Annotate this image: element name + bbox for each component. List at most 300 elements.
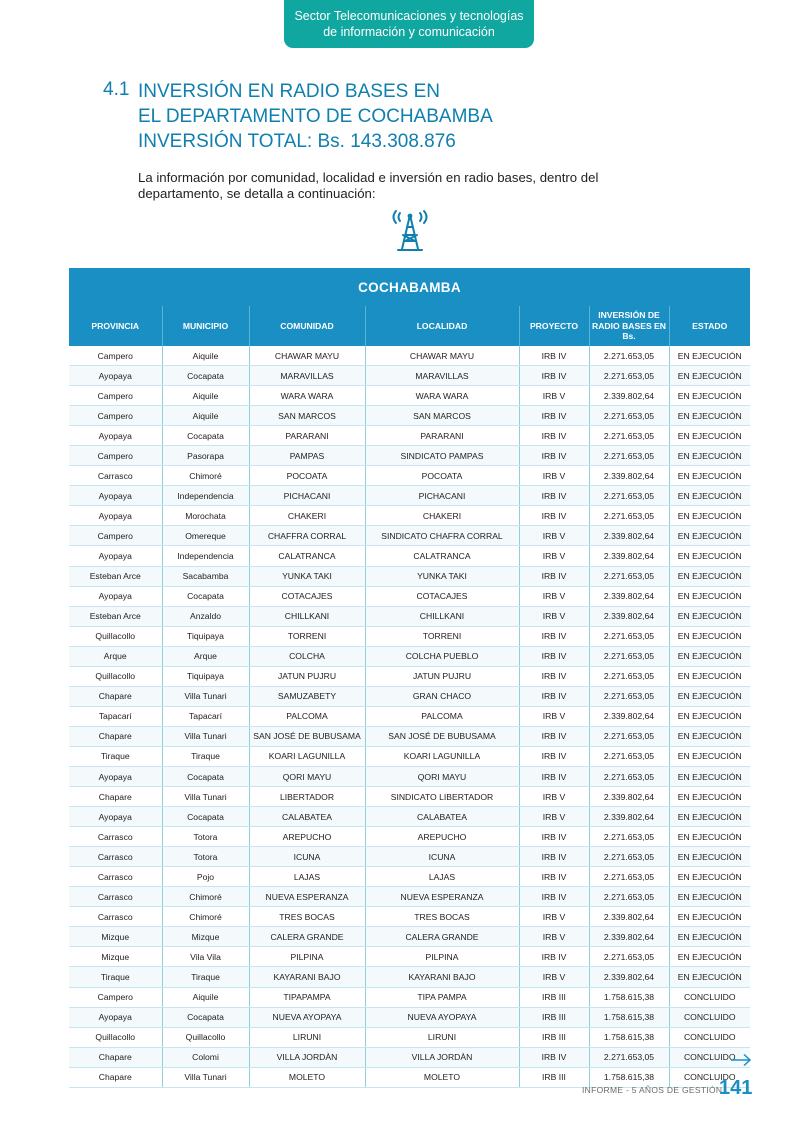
table-row: [69, 566, 750, 586]
table-cell: CONCLUIDO: [669, 987, 750, 1007]
table-cell: NUEVA AYOPAYA: [249, 1007, 365, 1027]
radio-tower-icon: [388, 209, 432, 253]
table-cell: 2.271.653,05: [589, 366, 669, 386]
table-cell: WARA WARA: [249, 386, 365, 406]
table-cell: EN EJECUCIÓN: [669, 706, 750, 726]
table-row: [69, 887, 750, 907]
table-cell: IRB IV: [519, 686, 589, 706]
table-cell: COTACAJES: [249, 586, 365, 606]
table-cell: Quillacollo: [162, 1027, 249, 1047]
table-cell: 2.271.653,05: [589, 827, 669, 847]
table-cell: Tapacarí: [69, 706, 162, 726]
table-cell: Campero: [69, 446, 162, 466]
table-cell: Cocapata: [162, 1007, 249, 1027]
table-cell: EN EJECUCIÓN: [669, 386, 750, 406]
table-cell: EN EJECUCIÓN: [669, 586, 750, 606]
table-cell: Chapare: [69, 686, 162, 706]
table-cell: 2.339.802,64: [589, 386, 669, 406]
table-cell: Chimoré: [162, 907, 249, 927]
table-cell: EN EJECUCIÓN: [669, 566, 750, 586]
table-cell: Chapare: [69, 787, 162, 807]
table-cell: IRB IV: [519, 406, 589, 426]
table-cell: LAJAS: [365, 867, 519, 887]
table-header-row: [69, 306, 750, 346]
table-cell: EN EJECUCIÓN: [669, 726, 750, 746]
table-row: [69, 726, 750, 746]
table-cell: Totora: [162, 827, 249, 847]
table-row: [69, 406, 750, 426]
table-cell: Carrasco: [69, 827, 162, 847]
table-cell: MOLETO: [249, 1067, 365, 1087]
table-row: [69, 486, 750, 506]
table-cell: 1.758.615,38: [589, 1067, 669, 1087]
table-cell: MARAVILLAS: [365, 366, 519, 386]
table-cell: EN EJECUCIÓN: [669, 827, 750, 847]
table-cell: Ayopaya: [69, 426, 162, 446]
table-cell: TIPAPAMPA: [249, 987, 365, 1007]
table-title: COCHABAMBA: [69, 268, 750, 306]
table-cell: KAYARANI BAJO: [365, 967, 519, 987]
table-cell: EN EJECUCIÓN: [669, 446, 750, 466]
table-row: [69, 586, 750, 606]
header-tab-line2: de información y comunicación: [323, 25, 495, 39]
table-cell: TORRENI: [365, 626, 519, 646]
table-cell: IRB IV: [519, 346, 589, 366]
table-row: [69, 626, 750, 646]
table-cell: CONCLUIDO: [669, 1047, 750, 1067]
table-row: [69, 666, 750, 686]
table-cell: COTACAJES: [365, 586, 519, 606]
table-cell: SINDICATO CHAFRA CORRAL: [365, 526, 519, 546]
table-cell: IRB IV: [519, 426, 589, 446]
table-cell: IRB IV: [519, 666, 589, 686]
table-cell: 2.271.653,05: [589, 506, 669, 526]
table-cell: 2.271.653,05: [589, 646, 669, 666]
page-number: 141: [719, 1077, 753, 1099]
table-cell: IRB III: [519, 1027, 589, 1047]
table-cell: Chimoré: [162, 887, 249, 907]
table-cell: Chapare: [69, 1047, 162, 1067]
table-cell: EN EJECUCIÓN: [669, 927, 750, 947]
table-cell: 2.271.653,05: [589, 566, 669, 586]
table-cell: IRB V: [519, 706, 589, 726]
table-cell: 2.271.653,05: [589, 887, 669, 907]
table-cell: IRB V: [519, 546, 589, 566]
table-row: [69, 947, 750, 967]
table-cell: CALATRANCA: [365, 546, 519, 566]
table-cell: Ayopaya: [69, 486, 162, 506]
table-cell: 2.271.653,05: [589, 726, 669, 746]
table-cell: EN EJECUCIÓN: [669, 666, 750, 686]
table-row: [69, 446, 750, 466]
table-cell: WARA WARA: [365, 386, 519, 406]
table-cell: IRB V: [519, 586, 589, 606]
column-header: INVERSIÓN DE RADIO BASES EN Bs.: [589, 306, 669, 346]
table-cell: EN EJECUCIÓN: [669, 746, 750, 766]
table-cell: IRB III: [519, 1007, 589, 1027]
table-row: [69, 466, 750, 486]
table-cell: 2.271.653,05: [589, 746, 669, 766]
table-cell: NUEVA ESPERANZA: [249, 887, 365, 907]
radio-bases-table: [69, 306, 750, 1088]
table-cell: IRB III: [519, 1067, 589, 1087]
table-cell: EN EJECUCIÓN: [669, 406, 750, 426]
table-cell: TRES BOCAS: [365, 907, 519, 927]
table-cell: Quillacollo: [69, 626, 162, 646]
table-cell: IRB IV: [519, 947, 589, 967]
table-cell: TORRENI: [249, 626, 365, 646]
table-cell: 2.339.802,64: [589, 706, 669, 726]
table-cell: CALERA GRANDE: [365, 927, 519, 947]
table-cell: SAN MARCOS: [365, 406, 519, 426]
table-cell: Campero: [69, 987, 162, 1007]
table-cell: 2.271.653,05: [589, 766, 669, 786]
table-cell: 2.271.653,05: [589, 1047, 669, 1067]
table-cell: SAN JOSÉ DE BUBUSAMA: [249, 726, 365, 746]
table-cell: Villa Tunari: [162, 686, 249, 706]
table-cell: IRB V: [519, 787, 589, 807]
table-cell: Tiquipaya: [162, 626, 249, 646]
table-row: [69, 987, 750, 1007]
table-cell: POCOATA: [365, 466, 519, 486]
table-cell: Carrasco: [69, 847, 162, 867]
table-cell: Villa Tunari: [162, 726, 249, 746]
table-cell: LIBERTADOR: [249, 787, 365, 807]
table-row: [69, 787, 750, 807]
table-cell: AREPUCHO: [365, 827, 519, 847]
table-row: [69, 766, 750, 786]
table-cell: Tiquipaya: [162, 666, 249, 686]
table-row: [69, 606, 750, 626]
table-cell: SINDICATO PAMPAS: [365, 446, 519, 466]
table-cell: 2.339.802,64: [589, 907, 669, 927]
table-cell: Pojo: [162, 867, 249, 887]
table-cell: IRB IV: [519, 566, 589, 586]
table-cell: MARAVILLAS: [249, 366, 365, 386]
column-header: LOCALIDAD: [365, 306, 519, 346]
table-cell: IRB IV: [519, 766, 589, 786]
table-row: [69, 827, 750, 847]
table-cell: Villa Tunari: [162, 1067, 249, 1087]
table-cell: 1.758.615,38: [589, 987, 669, 1007]
table-cell: IRB V: [519, 927, 589, 947]
table-row: [69, 867, 750, 887]
table-cell: 2.339.802,64: [589, 787, 669, 807]
table-cell: 2.339.802,64: [589, 927, 669, 947]
table-cell: EN EJECUCIÓN: [669, 366, 750, 386]
table-cell: EN EJECUCIÓN: [669, 646, 750, 666]
table-cell: Sacabamba: [162, 566, 249, 586]
table-cell: Tiraque: [69, 746, 162, 766]
table-cell: CHAFFRA CORRAL: [249, 526, 365, 546]
table-cell: 2.271.653,05: [589, 666, 669, 686]
table-cell: 2.339.802,64: [589, 546, 669, 566]
table-cell: EN EJECUCIÓN: [669, 947, 750, 967]
table-cell: 2.271.653,05: [589, 446, 669, 466]
table-cell: Tiraque: [162, 967, 249, 987]
table-cell: COLCHA PUEBLO: [365, 646, 519, 666]
table-cell: VILLA JORDÀN: [365, 1047, 519, 1067]
table-cell: IRB V: [519, 907, 589, 927]
table-cell: IRB IV: [519, 1047, 589, 1067]
table-row: [69, 366, 750, 386]
table-row: [69, 706, 750, 726]
table-cell: CHILLKANI: [249, 606, 365, 626]
table-cell: SAN MARCOS: [249, 406, 365, 426]
table-cell: 2.271.653,05: [589, 426, 669, 446]
table-cell: SAMUZABETY: [249, 686, 365, 706]
table-cell: CONCLUIDO: [669, 1067, 750, 1087]
table-row: [69, 927, 750, 947]
table-cell: Independencia: [162, 546, 249, 566]
section-number: 4.1: [103, 79, 130, 100]
table-cell: JATUN PUJRU: [249, 666, 365, 686]
table-cell: IRB IV: [519, 486, 589, 506]
table-row: [69, 386, 750, 406]
table-row: [69, 686, 750, 706]
column-header: COMUNIDAD: [249, 306, 365, 346]
table-cell: KOARI LAGUNILLA: [249, 746, 365, 766]
table-cell: Chapare: [69, 1067, 162, 1087]
table-cell: PICHACANI: [365, 486, 519, 506]
table-cell: EN EJECUCIÓN: [669, 526, 750, 546]
table-cell: Mizque: [162, 927, 249, 947]
table-cell: EN EJECUCIÓN: [669, 606, 750, 626]
table-row: [69, 646, 750, 666]
table-cell: TRES BOCAS: [249, 907, 365, 927]
table-cell: CHAWAR MAYU: [365, 346, 519, 366]
table-cell: 2.271.653,05: [589, 947, 669, 967]
table-row: [69, 526, 750, 546]
table-cell: Ayopaya: [69, 586, 162, 606]
table-cell: CHILLKANI: [365, 606, 519, 626]
table-cell: EN EJECUCIÓN: [669, 486, 750, 506]
table-cell: EN EJECUCIÓN: [669, 466, 750, 486]
table-cell: Anzaldo: [162, 606, 249, 626]
table-cell: Pasorapa: [162, 446, 249, 466]
table-cell: IRB V: [519, 807, 589, 827]
table-cell: PARARANI: [365, 426, 519, 446]
table-cell: CHAWAR MAYU: [249, 346, 365, 366]
table-cell: IRB IV: [519, 446, 589, 466]
table-row: [69, 746, 750, 766]
table-cell: Quillacollo: [69, 1027, 162, 1047]
table-cell: Ayopaya: [69, 807, 162, 827]
table-cell: NUEVA AYOPAYA: [365, 1007, 519, 1027]
table-cell: Carrasco: [69, 867, 162, 887]
table-cell: VILLA JORDÀN: [249, 1047, 365, 1067]
table-cell: 2.271.653,05: [589, 867, 669, 887]
table-cell: CHAKERI: [249, 506, 365, 526]
table-cell: KAYARANI BAJO: [249, 967, 365, 987]
table-row: [69, 426, 750, 446]
table-cell: PAMPAS: [249, 446, 365, 466]
table-cell: Aiquile: [162, 987, 249, 1007]
table-cell: PALCOMA: [249, 706, 365, 726]
table-cell: 2.339.802,64: [589, 526, 669, 546]
table-cell: CHAKERI: [365, 506, 519, 526]
table-cell: Carrasco: [69, 466, 162, 486]
table-cell: CALERA GRANDE: [249, 927, 365, 947]
table-cell: MOLETO: [365, 1067, 519, 1087]
table-cell: Esteban Arce: [69, 566, 162, 586]
table-cell: Esteban Arce: [69, 606, 162, 626]
table-cell: Chapare: [69, 726, 162, 746]
table-cell: EN EJECUCIÓN: [669, 626, 750, 646]
table-cell: IRB IV: [519, 646, 589, 666]
table-cell: Cocapata: [162, 766, 249, 786]
table-cell: CALABATEA: [249, 807, 365, 827]
table-cell: CALATRANCA: [249, 546, 365, 566]
table-cell: IRB IV: [519, 366, 589, 386]
table-row: [69, 1027, 750, 1047]
table-cell: SINDICATO LIBERTADOR: [365, 787, 519, 807]
table-cell: Cocapata: [162, 586, 249, 606]
table-cell: LIRUNI: [249, 1027, 365, 1047]
table-row: [69, 847, 750, 867]
table-cell: NUEVA ESPERANZA: [365, 887, 519, 907]
table-cell: QORI MAYU: [365, 766, 519, 786]
table-cell: SAN JOSÉ DE BUBUSAMA: [365, 726, 519, 746]
table-cell: Vila Vila: [162, 947, 249, 967]
table-cell: POCOATA: [249, 466, 365, 486]
table-cell: EN EJECUCIÓN: [669, 426, 750, 446]
table-cell: QORI MAYU: [249, 766, 365, 786]
table-cell: YUNKA TAKI: [249, 566, 365, 586]
table-cell: 2.271.653,05: [589, 626, 669, 646]
table-cell: 2.271.653,05: [589, 346, 669, 366]
table-cell: CALABATEA: [365, 807, 519, 827]
table-cell: CONCLUIDO: [669, 1027, 750, 1047]
table-cell: 2.271.653,05: [589, 686, 669, 706]
table-cell: Tapacarí: [162, 706, 249, 726]
column-header: ESTADO: [669, 306, 750, 346]
table-row: [69, 1007, 750, 1027]
section-title: [138, 79, 493, 154]
column-header: PROVINCIA: [69, 306, 162, 346]
table-cell: 2.339.802,64: [589, 466, 669, 486]
table-cell: JATUN PUJRU: [365, 666, 519, 686]
table-cell: IRB IV: [519, 626, 589, 646]
table-cell: 2.339.802,64: [589, 807, 669, 827]
column-header: PROYECTO: [519, 306, 589, 346]
table-cell: EN EJECUCIÓN: [669, 867, 750, 887]
table-cell: Ayopaya: [69, 766, 162, 786]
investment-table: [69, 268, 750, 1088]
column-header: MUNICIPIO: [162, 306, 249, 346]
table-cell: EN EJECUCIÓN: [669, 787, 750, 807]
table-cell: 2.271.653,05: [589, 847, 669, 867]
table-cell: Cocapata: [162, 807, 249, 827]
header-tab-line1: Sector Telecomunicaciones y tecnologías: [294, 9, 524, 23]
table-cell: EN EJECUCIÓN: [669, 967, 750, 987]
table-cell: IRB IV: [519, 506, 589, 526]
table-cell: IRB V: [519, 967, 589, 987]
table-cell: 1.758.615,38: [589, 1027, 669, 1047]
table-cell: ICUNA: [365, 847, 519, 867]
table-cell: Independencia: [162, 486, 249, 506]
table-cell: EN EJECUCIÓN: [669, 506, 750, 526]
table-cell: Carrasco: [69, 907, 162, 927]
table-cell: IRB V: [519, 466, 589, 486]
table-cell: EN EJECUCIÓN: [669, 686, 750, 706]
table-cell: IRB III: [519, 987, 589, 1007]
table-cell: EN EJECUCIÓN: [669, 807, 750, 827]
table-cell: LAJAS: [249, 867, 365, 887]
table-cell: Quillacollo: [69, 666, 162, 686]
table-cell: EN EJECUCIÓN: [669, 346, 750, 366]
table-cell: YUNKA TAKI: [365, 566, 519, 586]
table-cell: PALCOMA: [365, 706, 519, 726]
table-cell: IRB IV: [519, 726, 589, 746]
table-cell: 2.271.653,05: [589, 486, 669, 506]
table-row: [69, 967, 750, 987]
table-cell: EN EJECUCIÓN: [669, 847, 750, 867]
table-cell: TIPA PAMPA: [365, 987, 519, 1007]
table-cell: IRB IV: [519, 887, 589, 907]
table-cell: Omereque: [162, 526, 249, 546]
table-cell: Cocapata: [162, 426, 249, 446]
table-cell: Aiquile: [162, 406, 249, 426]
table-cell: EN EJECUCIÓN: [669, 887, 750, 907]
table-cell: Carrasco: [69, 887, 162, 907]
table-cell: Campero: [69, 386, 162, 406]
table-cell: Ayopaya: [69, 506, 162, 526]
table-cell: PICHACANI: [249, 486, 365, 506]
table-cell: Villa Tunari: [162, 787, 249, 807]
table-cell: EN EJECUCIÓN: [669, 546, 750, 566]
table-cell: AREPUCHO: [249, 827, 365, 847]
section-title-line3: INVERSIÓN TOTAL: Bs. 143.308.876: [138, 131, 456, 152]
table-cell: PILPINA: [249, 947, 365, 967]
table-cell: 2.339.802,64: [589, 606, 669, 626]
table-row: [69, 546, 750, 566]
table-cell: CONCLUIDO: [669, 1007, 750, 1027]
table-cell: IRB IV: [519, 827, 589, 847]
section-title-line2: EL DEPARTAMENTO DE COCHABAMBA: [138, 106, 493, 127]
table-cell: IRB IV: [519, 847, 589, 867]
table-cell: Aiquile: [162, 346, 249, 366]
table-cell: Tiraque: [69, 967, 162, 987]
table-row: [69, 907, 750, 927]
table-cell: 2.339.802,64: [589, 586, 669, 606]
table-cell: Campero: [69, 346, 162, 366]
table-row: [69, 506, 750, 526]
table-cell: EN EJECUCIÓN: [669, 766, 750, 786]
table-cell: IRB V: [519, 386, 589, 406]
table-cell: Ayopaya: [69, 1007, 162, 1027]
table-cell: Cocapata: [162, 366, 249, 386]
table-cell: Campero: [69, 406, 162, 426]
table-cell: Aiquile: [162, 386, 249, 406]
table-cell: Ayopaya: [69, 366, 162, 386]
table-cell: IRB V: [519, 526, 589, 546]
table-cell: 2.339.802,64: [589, 967, 669, 987]
table-cell: IRB V: [519, 606, 589, 626]
table-cell: Totora: [162, 847, 249, 867]
table-cell: EN EJECUCIÓN: [669, 907, 750, 927]
table-row: [69, 346, 750, 366]
table-cell: 1.758.615,38: [589, 1007, 669, 1027]
section-title-line1: INVERSIÓN EN RADIO BASES EN: [138, 81, 440, 102]
header-tab: [284, 0, 534, 48]
table-cell: Mizque: [69, 947, 162, 967]
table-cell: Morochata: [162, 506, 249, 526]
intro-paragraph: La información por comunidad, localidad e inversión en radio bases, dentro del departamento, se detalla a continuación:: [138, 170, 599, 201]
table-cell: PARARANI: [249, 426, 365, 446]
arrow-right-icon[interactable]: [730, 1053, 752, 1067]
table-cell: IRB IV: [519, 867, 589, 887]
